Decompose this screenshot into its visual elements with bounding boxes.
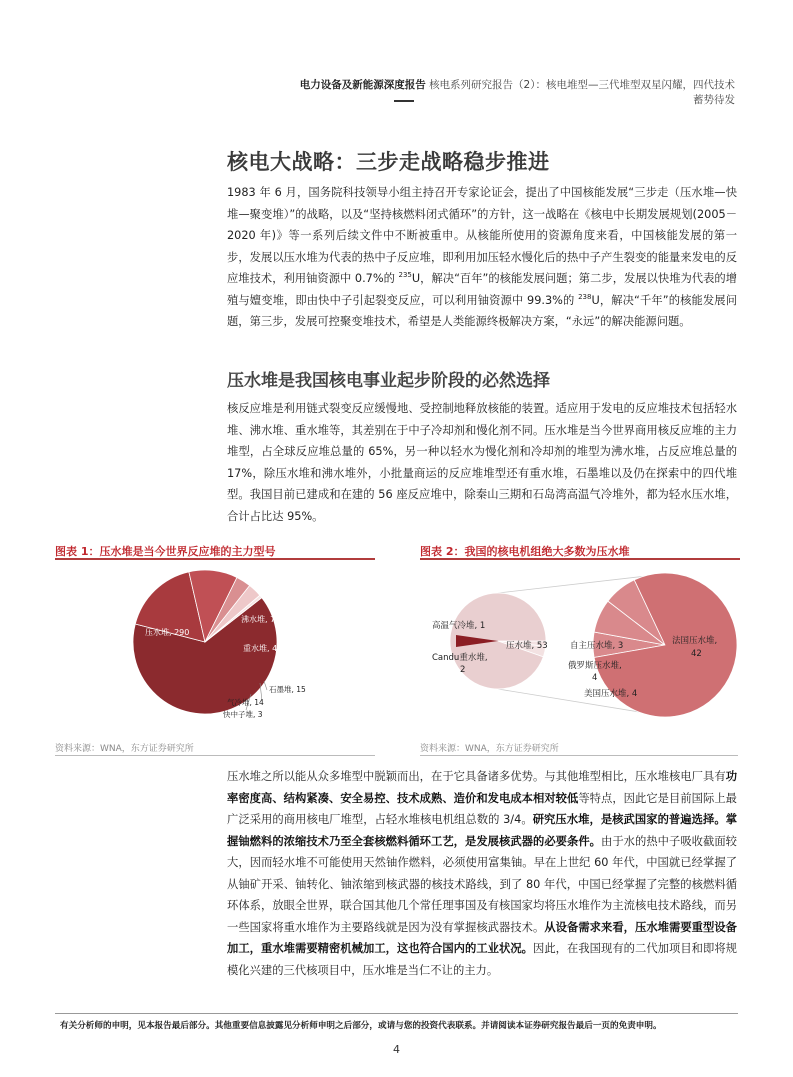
section1-text-a: 1983 年 6 月，国务院科技领导小组主持召开专家论证会，提出了中国核能发展“三步走（压水堆—快堆—聚变堆）”的战略，以及“坚持核燃料闭式循环”的方针，这一战略在《核电中长期发展规划(2005－2020 年)》等一系列后续文件中不断被重申。从核能所使用的资源角度来看，中国核能发展的第一步，发展以压水堆为代表的热中子反应堆，即利用加压轻水慢化后的热中子产生裂变的能量来发电的反应堆技术，利用铀资源中 0.7%的	[227, 186, 737, 285]
section3-text-3: 由于水的热中子吸收截面较大，因而轻水堆不可能使用天然铀作燃料，必须使用富集铀。早在上世纪 60 年代，中国就已经掌握了从铀矿开采、铀转化、铀浓缩到核武器的核技术路线，到了 80 年代，中国已经掌握了完整的核燃料循环体系，放眼全世界，联合国其他几个常任理事国及有核国家均将压水堆作为主流核电技术路线，而另一些国家将重水堆作为主要路线就是因为没有掌握核武器技术。	[227, 834, 737, 934]
figure1-title: 图表 1：压水堆是当今世界反应堆的主力型号	[55, 545, 276, 558]
pie1-label-phwr: 重水堆, 49	[243, 644, 283, 653]
figure1-source: 资料来源：WNA，东方证券研究所	[55, 744, 194, 754]
pie2-label-french-value: 42	[691, 649, 702, 659]
pie1-label-gas: 气冷堆, 14	[227, 698, 264, 707]
pie1-label-pwr: 压水堆, 290	[145, 628, 190, 637]
pie2-label-domestic: 自主压水堆, 3	[570, 641, 624, 651]
section1-text-b: U，解决“百年”的核能发展问题；第二步，发展以快堆为代表的增殖与嬗变堆，即由快中子引起裂变反应，可以利用铀资源中 99.3%的	[227, 272, 737, 307]
section3-bold-1: 功率密度高、结构紧凑、安全易控、技术成熟、造价和发电成本相对较低	[227, 770, 737, 805]
section2-paragraph: 核反应堆是利用链式裂变反应缓慢地、受控制地释放核能的装置。适应用于发电的反应堆技术包括轻水堆、沸水堆、重水堆等，其差别在于中子冷却剂和慢化剂不同。压水堆是当今世界商用核反应堆的主力堆型，占全球反应堆总量的 65%，另一种以轻水为慢化剂和冷却剂的堆型为沸水堆，占反应堆总量的 17%，除压水堆和沸水堆外，小批量商运的反应堆堆型还有重水堆，石墨堆以及仍在探索中的四代堆型。我国目前已建成和在建的 56 座反应堆中，除秦山三期和石岛湾高温气冷堆外，都为轻水压水堆，合计占比达 95%。	[227, 402, 737, 523]
u238-superscript: 238	[578, 292, 592, 301]
footer-divider	[55, 1013, 738, 1014]
label-line-graphite	[264, 681, 267, 690]
header-title-line1: 核电系列研究报告（2）：核电堆型—三代堆型双星闪耀，四代技术	[429, 79, 735, 91]
section1-title: 核电大战略：三步走战略稳步推进	[227, 150, 550, 174]
pie1-label-graphite: 石墨堆, 15	[269, 685, 306, 694]
pie2-label-htgr: 高温气冷堆, 1	[432, 621, 486, 631]
pie1-label-fast: 快中子堆, 3	[223, 710, 263, 719]
report-header	[300, 78, 735, 108]
figure2-pie-of-pie-chart	[420, 560, 740, 740]
pie2-label-pwr: 压水堆, 53	[506, 641, 548, 651]
header-title-line2: 蓄势待发	[693, 94, 735, 106]
figure2-title: 图表 2：我国的核电机组绝大多数为压水堆	[420, 545, 630, 558]
pie1-label-bwr: 沸水堆, 78	[241, 615, 281, 624]
section3-text-2: 等特点，因此它是目前国际上最广泛采用的商用核电厂堆型，占轻水堆核电机组总数的 3/4。	[227, 791, 737, 826]
pie2-label-us: 美国压水堆, 4	[584, 689, 638, 699]
pie2-label-candu-value: 2	[460, 665, 466, 675]
figure1-pie-chart	[55, 560, 375, 740]
section3-paragraph	[227, 766, 737, 981]
header-category: 电力设备及新能源深度报告	[299, 79, 426, 91]
section2-title: 压水堆是我国核电事业起步阶段的必然选择	[227, 371, 550, 391]
figure1-source-rule	[55, 755, 375, 756]
u235-superscript: 235	[398, 271, 412, 280]
figure2-source-rule	[420, 755, 738, 756]
section3-text-1: 压水堆之所以能从众多堆型中脱颖而出，在于它具备诸多优势。与其他堆型相比，压水堆核电厂具有	[227, 770, 726, 783]
section1-text-c: U，解决“千年”的核能发展问题，第三步，发展可控聚变堆技术，希望是人类能源终极解决方案，“永远”的解决能源问题。	[227, 293, 737, 328]
section1-paragraph	[227, 182, 737, 333]
pie2-label-candu: Candu重水堆,	[432, 653, 488, 663]
section3-bold-2: 研究压水堆，是核武国家的普遍选择。掌握铀燃料的浓缩技术乃至全套核燃料循环工艺，是发展核武器的必要条件。	[227, 813, 737, 848]
footer-disclaimer: 有关分析师的申明，见本报告最后部分。其他重要信息披露见分析师申明之后部分，或请与您的投资代表联系。并请阅读本证券研究报告最后一页的免责申明。	[60, 1021, 662, 1031]
figure2-source: 资料来源：WNA，东方证券研究所	[420, 744, 559, 754]
page-number: 4	[393, 1043, 400, 1056]
section3-text-4: 因此，在我国现有的二代加项目和即将规模化兴建的三代核项目中，压水堆是当仁不让的主力。	[227, 942, 737, 977]
pie2-label-french: 法国压水堆,	[672, 636, 718, 646]
pie2-label-russian-value: 4	[592, 673, 598, 683]
pie2-label-russian: 俄罗斯压水堆,	[568, 661, 622, 671]
pie1-slices	[133, 570, 277, 714]
section3-bold-3: 从设备需求来看，压水堆需要重型设备加工，重水堆需要精密机械加工，这也符合国内的工业状况。	[227, 920, 737, 955]
header-divider	[394, 100, 414, 102]
